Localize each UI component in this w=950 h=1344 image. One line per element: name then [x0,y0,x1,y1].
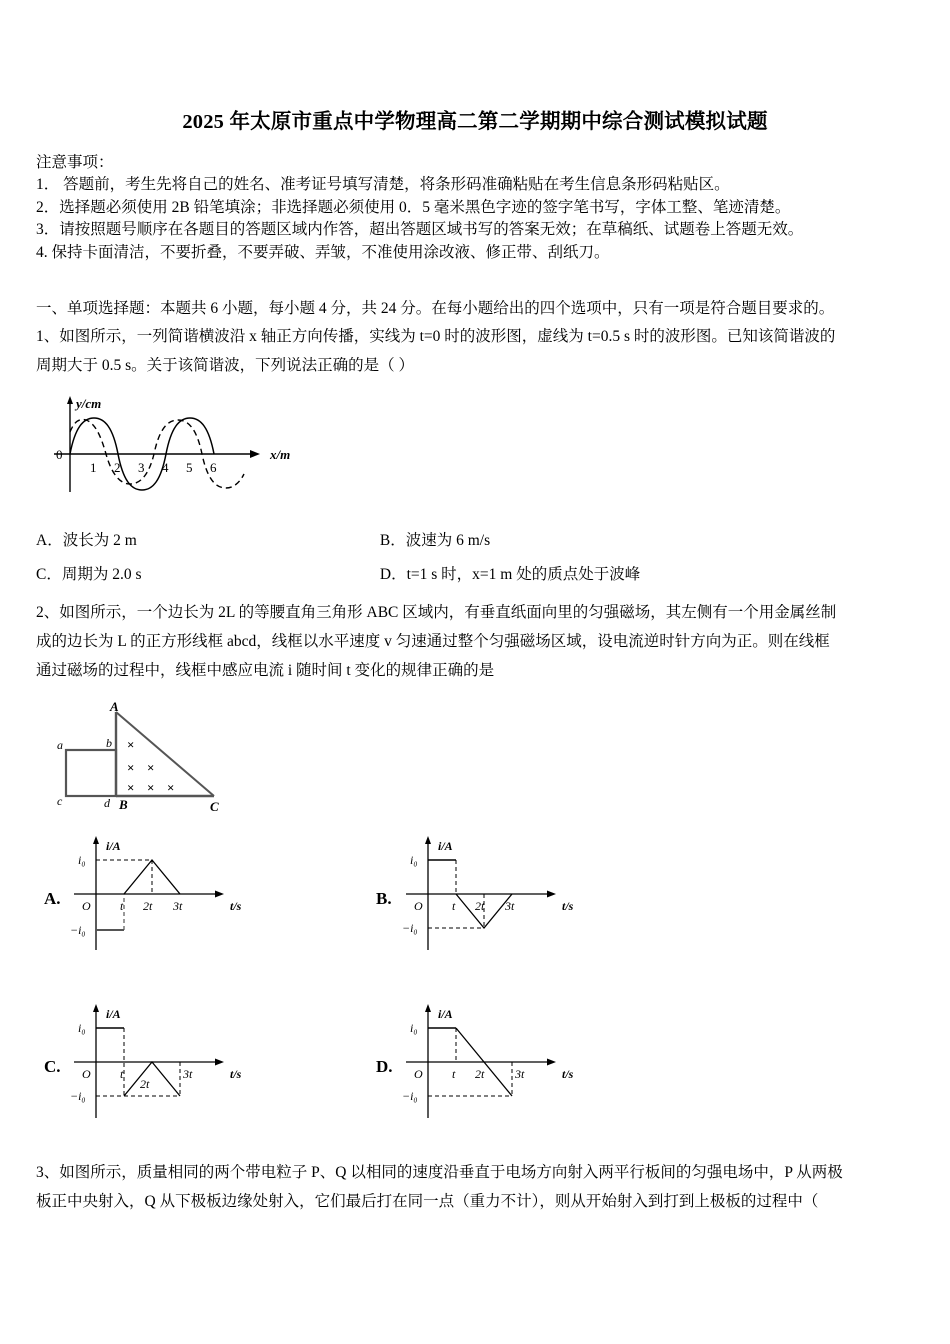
graph-d-y-arrow [425,1004,431,1012]
graph-a-ypos-label: i₀ [78,853,86,867]
graph-c-y-arrow [93,1004,99,1012]
question-1-line: 1、如图所示，一列简谐横波沿 x 轴正方向传播，实线为 t=0 时的波形图，虚线为 t=0.5 s 时的波形图。已知该简谐波的 [36,328,836,345]
graph-c-label: C. [44,1057,61,1076]
question-2-line: 2、如图所示，一个边长为 2L 的等腰直角三角形 ABC 区域内，有垂直纸面向里的匀强磁场，其左侧有一个用金属丝制 [36,604,837,621]
graph-d-x-axis-label: t/s [562,1067,574,1081]
graph-b-yneg-label: −i₀ [402,921,418,935]
section-heading: 一、单项选择题：本题共 6 小题，每小题 4 分，共 24 分。在每小题给出的四个选项中，只有一项是符合题目要求的。 [36,300,835,317]
notice-item: 3．请按照题号顺序在各题目的答题区域内作答，超出答题区域书写的答案无效；在草稿纸、试题卷上答题无效。 [36,221,804,238]
question-2-line: 通过磁场的过程中，线框中感应电流 i 随时间 t 变化的规律正确的是 [36,662,495,679]
question-1-text [36,322,926,380]
graph-d-origin-label: O [414,1067,423,1081]
triangle-field-figure [44,702,244,822]
graph-a-x-axis-label: t/s [230,899,242,913]
notice-item: 2．选择题必须使用 2B 铅笔填涂；非选择题必须使用 0．5 毫米黑色字迹的签字笔书写，字体工整、笔迹清楚。 [36,198,791,216]
wave-x-axis-label: x/m [270,447,291,462]
loop-label-b: b [106,736,112,750]
wave-origin-label: 0 [56,447,63,462]
field-cross-icon: × [127,737,135,752]
graph-d-x-arrow [547,1059,556,1066]
loop-label-a: a [57,738,63,752]
graph-a-y-axis-label: i/A [106,839,121,853]
graph-b-x-arrow [547,891,556,898]
graph-d-yneg-label: −i₀ [402,1089,418,1103]
notice-item: 1． 答题前，考生先将自己的姓名、准考证号填写清楚，将条形码准确粘贴在考生信息条形码粘贴区。 [36,176,730,193]
question-3-line: 板正中央射入，Q 从下极板边缘处射入，它们最后打在同一点（重力不计），则从开始射入到打到上极板的过程中（ [36,1193,819,1210]
option-d-label: D． [379,566,407,583]
graph-d-xtick-t: t [452,1067,456,1081]
graph-b-origin-label: O [414,899,423,913]
graph-b-label: B. [376,889,392,908]
option-d[interactable] [380,562,640,584]
question-1-options-row-2 [36,562,926,584]
notice-item: 4. 保持卡面清洁，不要折叠，不要弄破、弄皱，不准使用涂改液、修正带、刮纸刀。 [36,243,610,261]
wave-figure [46,392,306,507]
graph-b-x-axis-label: t/s [562,899,574,913]
vertex-label-a: A [110,702,119,714]
graph-c-y-axis-label: i/A [106,1007,121,1021]
graph-c-svg [40,1000,280,1125]
graph-c-x-arrow [215,1059,224,1066]
graph-d-xtick-3t: 3t [515,1067,525,1081]
graph-b-xtick-t: t [452,899,456,913]
graph-b-ypos-label: i₀ [410,853,418,867]
field-cross-icon: × [127,760,135,775]
question-1-options-row-1 [36,528,926,550]
graph-b-xtick-2t: 2t [475,899,485,913]
option-a-label: A． [36,532,63,549]
graph-c-origin-label: O [82,1067,91,1081]
graph-c-xtick-2t: 2t [140,1077,150,1091]
graph-a-xtick-2t: 2t [143,899,153,913]
graph-c-yneg-label: −i₀ [70,1089,86,1103]
triangle-field-svg [44,702,244,817]
wave-y-arrow [67,396,73,404]
graph-b-y-arrow [425,836,431,844]
loop-label-d: d [104,796,110,810]
graph-d-label: D. [376,1057,393,1076]
option-c[interactable] [36,562,376,584]
wave-xtick-1: 1 [90,460,97,475]
graph-d-y-axis-label: i/A [438,1007,453,1021]
question-3-line: 3、如图所示，质量相同的两个带电粒子 P、Q 以相同的速度沿垂直于电场方向射入两平行板间的匀强电场中，P 从两极 [36,1164,843,1181]
option-a[interactable] [36,528,376,550]
wave-xtick-4: 4 [162,460,169,475]
graph-a-xtick-t: t [120,899,124,913]
option-b-label: B． [379,532,406,549]
graph-c-ypos-label: i₀ [78,1021,86,1035]
wave-xtick-2: 2 [114,460,121,475]
wave-x-arrow [250,450,260,458]
graph-d-xtick-2t: 2t [475,1067,485,1081]
graph-a-yneg-label: −i₀ [70,923,86,937]
graph-c-x-axis-label: t/s [230,1067,242,1081]
graph-b-xtick-3t: 3t [505,899,515,913]
option-b-text: 波速为 6 m/s [405,532,491,549]
square-loop-abcd [66,750,116,796]
question-1-line: 周期大于 0.5 s。关于该简谐波，下列说法正确的是（ ） [36,357,415,374]
graph-b-svg [372,832,612,957]
graph-option-d[interactable] [372,1000,612,1130]
graph-d-svg [372,1000,612,1125]
graph-d-ypos-label: i₀ [410,1021,418,1035]
graph-a-y-arrow [93,836,99,844]
graph-option-a[interactable] [40,832,280,962]
option-d-text: t=1 s 时，x=1 m 处的质点处于波峰 [406,566,641,583]
question-2-line: 成的边长为 L 的正方形线框 abcd，线框以水平速度 v 匀速通过整个匀强磁场区域，设电流逆时针方向为正。则在线框 [36,633,830,650]
option-b[interactable] [380,528,490,550]
field-cross-icon: × [147,780,155,795]
vertex-label-c: C [210,799,219,814]
field-cross-icon: × [147,760,155,775]
graph-a-xtick-3t: 3t [173,899,183,913]
option-c-label: C． [36,566,62,583]
notice-section [36,152,922,264]
wave-xtick-5: 5 [186,460,193,475]
question-3-text [36,1158,926,1216]
graph-a-label: A. [44,889,61,908]
wave-y-axis-label: y/cm [76,396,102,411]
graph-a-origin-label: O [82,899,91,913]
graph-b-y-axis-label: i/A [438,839,453,853]
graph-option-b[interactable] [372,832,612,962]
loop-label-c: c [57,794,63,808]
field-cross-icon: × [127,780,135,795]
notice-heading: 注意事项： [36,154,114,171]
graph-c-series-triangle [124,1062,180,1096]
page-title: 2025 年太原市重点中学物理高二第二学期期中综合测试模拟试题 [182,111,768,133]
wave-diagram-svg [46,392,306,502]
wave-xtick-3: 3 [138,460,145,475]
graph-c-xtick-3t: 3t [183,1067,193,1081]
graph-a-x-arrow [215,891,224,898]
graph-c-xtick-t: t [120,1067,124,1081]
graph-option-c[interactable] [40,1000,280,1130]
graph-a-svg [40,832,280,957]
option-c-text: 周期为 2.0 s [61,566,142,583]
vertex-label-b: B [119,797,128,812]
question-2-text [36,598,926,685]
option-a-text: 波长为 2 m [62,532,137,549]
wave-xtick-6: 6 [210,460,217,475]
field-cross-icon: × [167,780,175,795]
